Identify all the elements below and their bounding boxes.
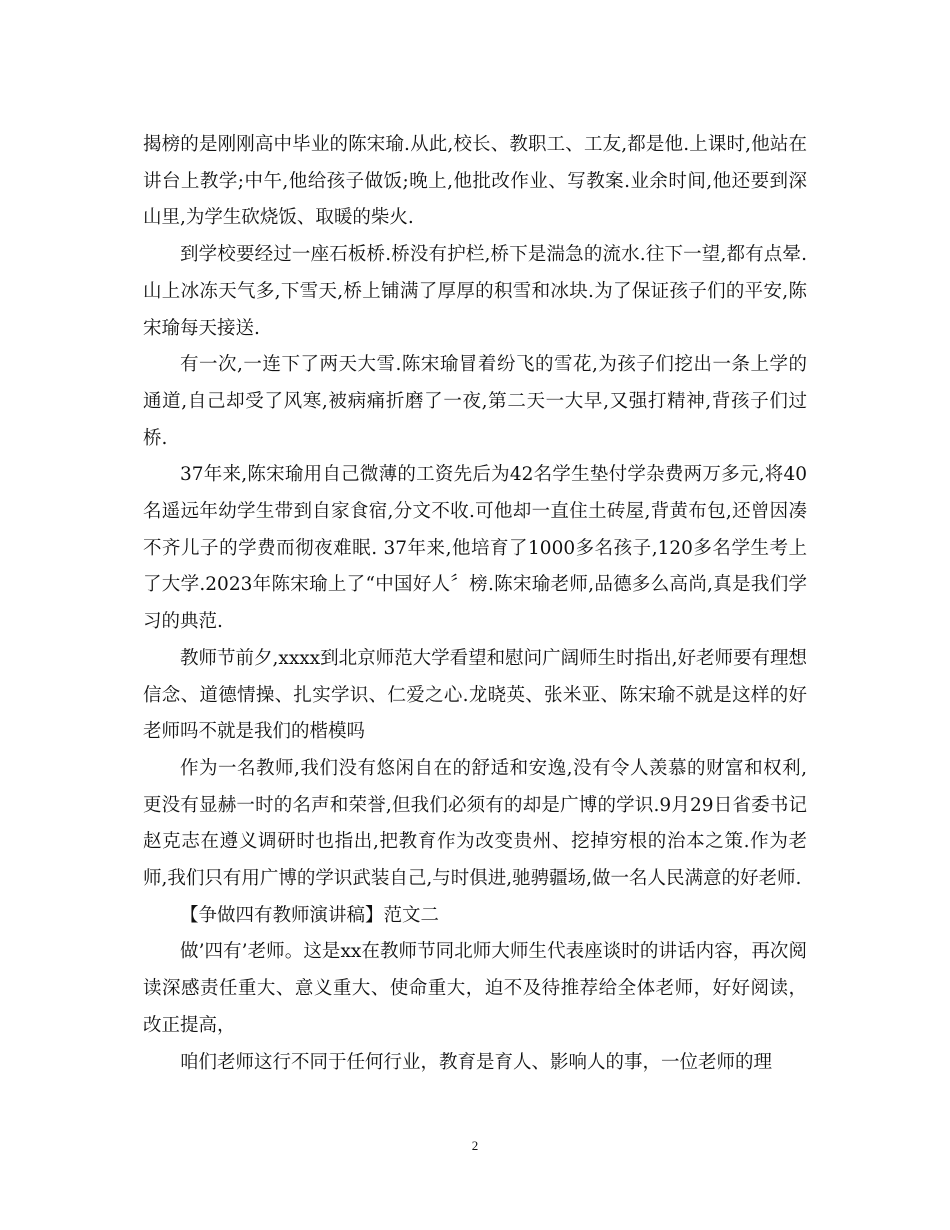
paragraph-heavy-snow: 有一次,一连下了两天大雪.陈宋瑜冒着纷飞的雪花,为孩子们挖出一条上学的通道,自己却受了风寒,被病痛折磨了一夜,第二天一大早,又强打精神,背孩子们过桥. [143, 354, 807, 449]
paragraph-as-a-teacher: 作为一名教师,我们没有悠闲自在的舒适和安逸,没有令人羡慕的财富和权利,更没有显赫一时的名声和荣誉,但我们必须有的却是广博的学识.9月29日省委书记赵克志在遵义调研时也指出,把教育作为改变贵州、挖掉穷根的治本之策.作为老师,我们只有用广博的学识武装自己,与时俱进,驰骋疆场,做一名人民满意的好老师. [143, 757, 807, 890]
paragraph-teachers-day: 教师节前夕,xxxx到北京师范大学看望和慰问广阔师生时指出,好老师要有理想信念、道德情操、扎实学识、仁爱之心.龙晓英、张米亚、陈宋瑜不就是这样的好老师吗不就是我们的楷模吗 [143, 647, 807, 743]
paragraph-continuation: 揭榜的是刚刚高中毕业的陈宋瑜.从此,校长、教职工、工友,都是他.上课时,他站在讲台上教学;中午,他给孩子做饭;晚上,他批改作业、写教案.业余时间,他还要到深山里,为学生砍烧饭、取暖的柴火. [143, 134, 807, 229]
page-number: 2 [471, 1138, 479, 1153]
paragraph-stone-bridge: 到学校要经过一座石板桥.桥没有护栏,桥下是湍急的流水.往下一望,都有点晕.山上冰冻天气多,下雪天,桥上铺满了厚厚的积雪和冰块.为了保证孩子们的平安,陈宋瑜每天接送. [143, 244, 807, 339]
paragraph-teaching-profession: 咱们老师这行不同于任何行业，教育是育人、影响人的事，一位老师的理 [180, 1051, 773, 1073]
paragraph-four-haves: 做’四有’老师。这是xx在教师节同北师大师生代表座谈时的讲话内容，再次阅读深感责任重大、意义重大、使命重大，迫不及待推荐给全体老师，好好阅读，改正提高， [143, 941, 807, 1036]
section-heading: 【争做四有教师演讲稿】范文二 [180, 904, 440, 926]
paragraph-37-years: 37年来,陈宋瑜用自己微薄的工资先后为42名学生垫付学杂费两万多元,将40名遥远年幼学生带到自家食宿,分文不收.可他却一直住土砖屋,背黄布包,还曾因凑不齐儿子的学费而彻夜难眠. 37年来,他培育了1000多名孩子,120多名学生考上了大学.2023年陈宋瑜上了“中国好人〞榜.陈宋瑜老师,品德多么高尚,真是我们学习的典范. [143, 464, 807, 633]
document-body [143, 127, 807, 1081]
